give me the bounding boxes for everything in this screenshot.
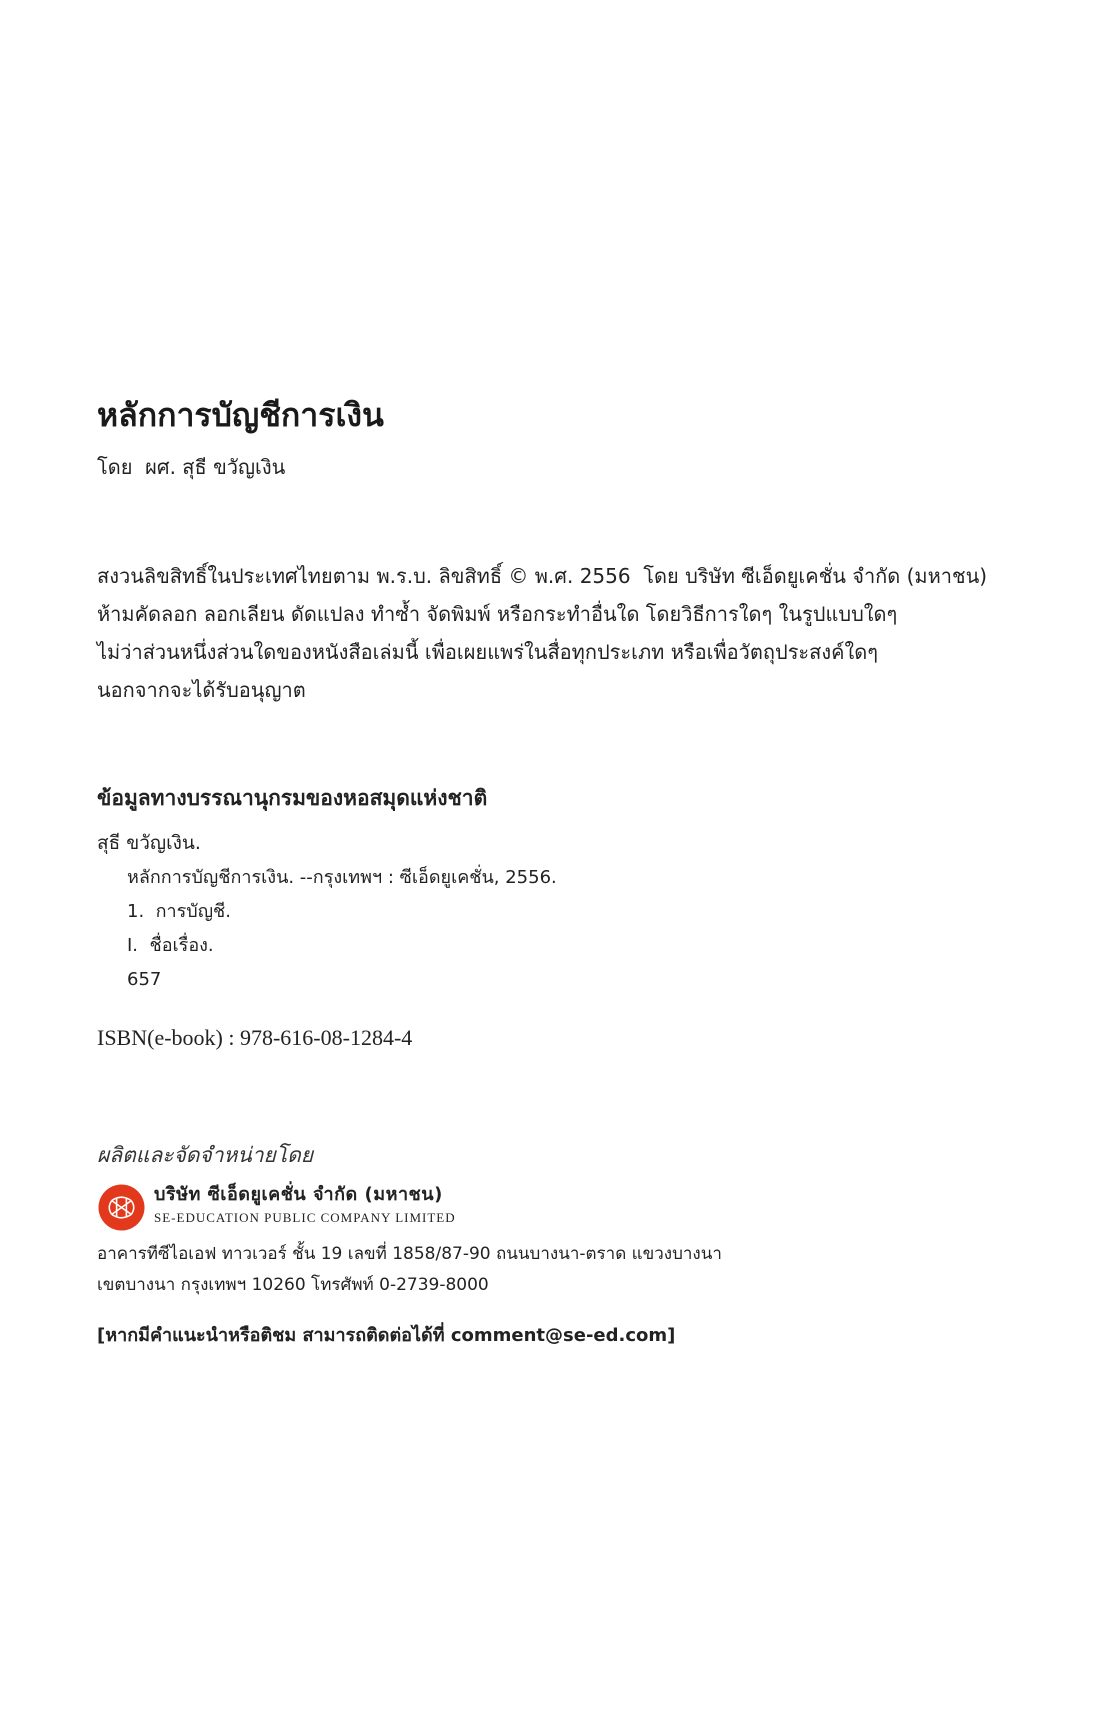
publisher-address <box>97 1239 722 1301</box>
cataloging-subject: 1. การบัญชี. <box>127 901 231 922</box>
book-title: หลักการบัญชีการเงิน <box>97 396 384 434</box>
address-line: อาคารทีซีไอเอฟ ทาวเวอร์ ชั้น 19 เลขที่ 1858/87-90 ถนนบางนา-ตราด แขวงบางนา <box>97 1244 722 1264</box>
isbn: ISBN(e-book) : 978-616-08-1284-4 <box>97 1025 413 1050</box>
publisher-label: ผลิตและจัดจำหน่ายโดย <box>97 1143 314 1167</box>
cataloging-entry: หลักการบัญชีการเงิน. --กรุงเทพฯ : ซีเอ็ดยูเคชั่น, 2556. <box>127 867 557 888</box>
cataloging-heading: ข้อมูลทางบรรณานุกรมของหอสมุดแห่งชาติ <box>97 786 488 810</box>
copyright-line: นอกจากจะได้รับอนุญาต <box>97 678 306 702</box>
se-ed-logo-icon <box>98 1184 145 1231</box>
publisher-name-thai: บริษัท ซีเอ็ดยูเคชั่น จำกัด (มหาชน) <box>154 1184 443 1205</box>
address-line: เขตบางนา กรุงเทพฯ 10260 โทรศัพท์ 0-2739-8000 <box>97 1275 489 1295</box>
copyright-notice <box>97 557 987 709</box>
publisher-name-english: SE-EDUCATION PUBLIC COMPANY LIMITED <box>154 1210 456 1225</box>
copyright-line: ไม่ว่าส่วนหนึ่งส่วนใดของหนังสือเล่มนี้ เพื่อเผยแพร่ในสื่อทุกประเภท หรือเพื่อวัตถุประสงค์ใดๆ <box>97 640 879 664</box>
copyright-line: สงวนลิขสิทธิ์ในประเทศไทยตาม พ.ร.บ. ลิขสิทธิ์ © พ.ศ. 2556 โดย บริษัท ซีเอ็ดยูเคชั่น จำกัด (มหาชน) <box>97 564 988 588</box>
cataloging-author: สุธี ขวัญเงิน. <box>97 832 201 854</box>
author-line: โดย ผศ. สุธี ขวัญเงิน <box>97 455 286 479</box>
contact-note: [หากมีคำแนะนำหรือติชม สามารถติดต่อได้ที่ comment@se-ed.com] <box>97 1325 676 1346</box>
cataloging-entries <box>127 861 557 997</box>
cataloging-title-entry: I. ชื่อเรื่อง. <box>127 935 214 956</box>
cataloging-classification: 657 <box>127 969 162 990</box>
copyright-line: ห้ามคัดลอก ลอกเลียน ดัดแปลง ทำซ้ำ จัดพิมพ์ หรือกระทำอื่นใด โดยวิธีการใดๆ ในรูปแบบใดๆ <box>97 602 898 626</box>
